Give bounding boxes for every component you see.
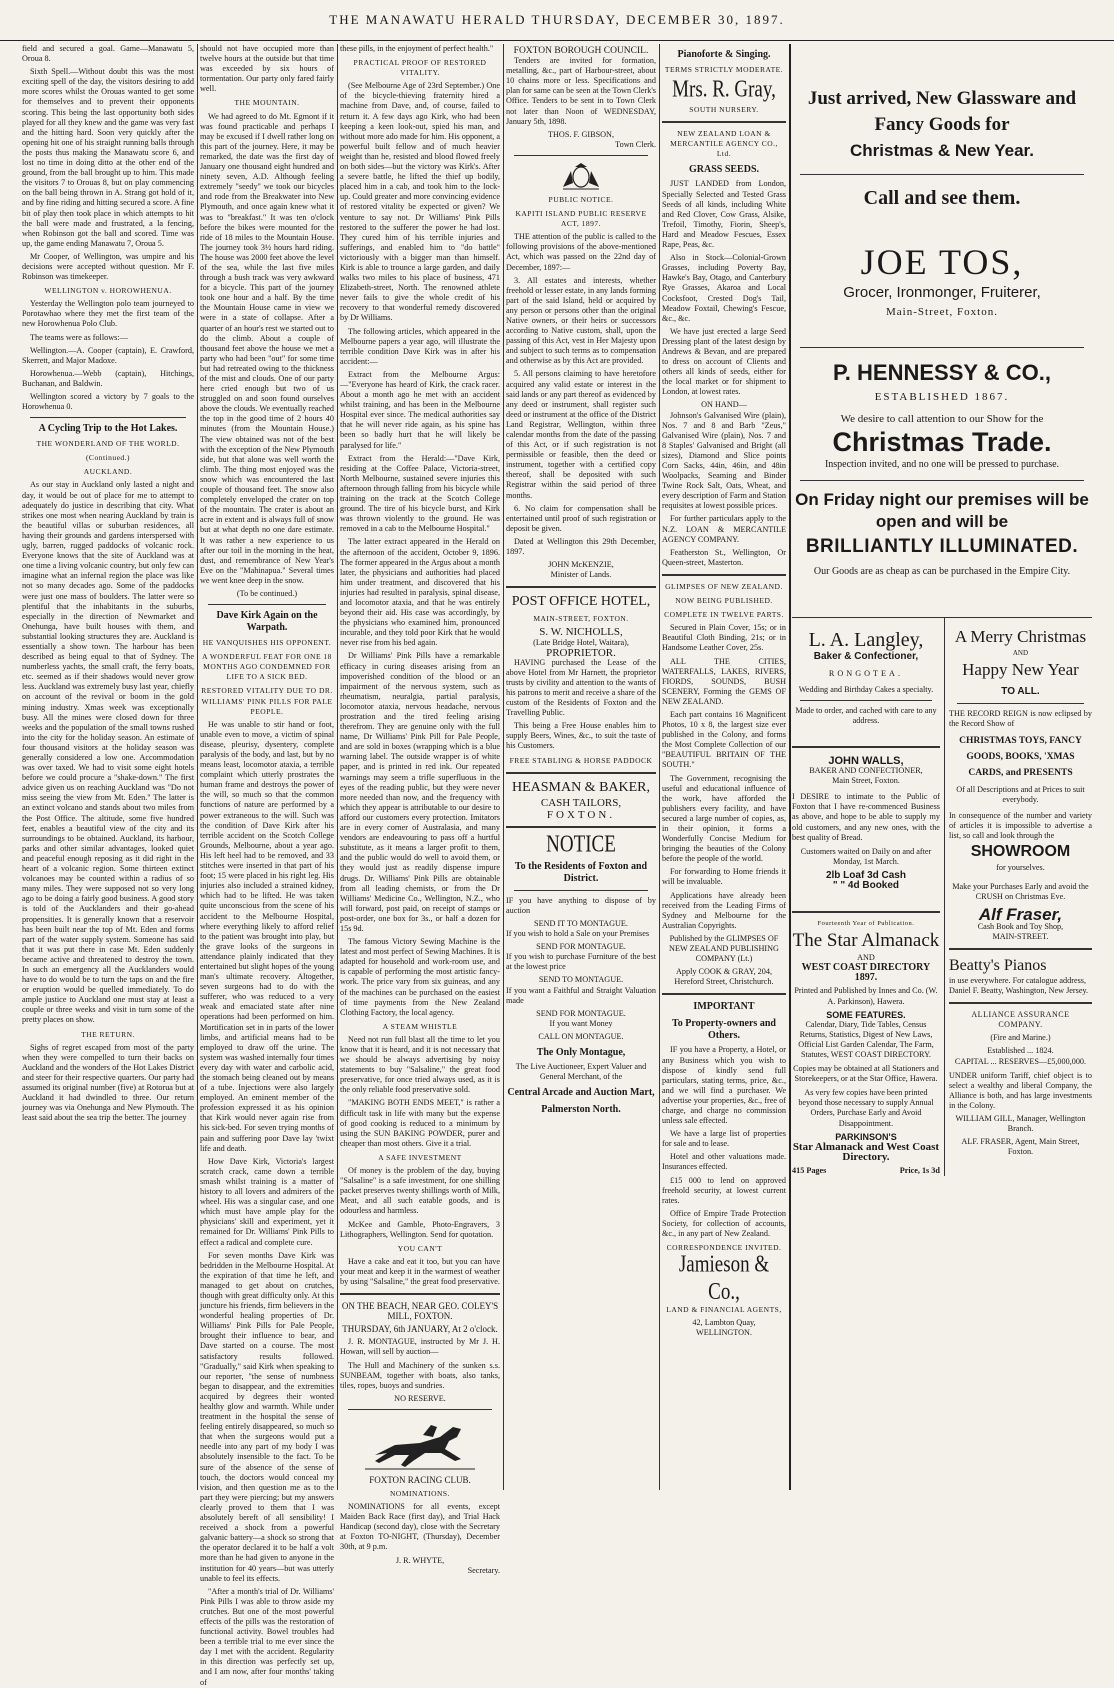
ad-subtitle: SOUTH NURSERY. [689,105,759,115]
ad-text: Office of Empire Trade Protection Society, for collection of accounts, &c., in any part of New Zealand. [662,1208,786,1238]
ad-name: P. HENNESSY & CO., [832,360,1052,386]
ad-headline: SHOWROOM [970,843,1071,861]
section-heading: RESTORED VITALITY DUE TO DR. WILLIAMS' PINK PILLS FOR PALE PEOPLE. [201,686,333,716]
divider [662,993,786,995]
divider [800,174,1084,175]
column-5 [662,44,786,1490]
hotel-name: POST OFFICE HOTEL, [511,594,651,610]
ad-text: Tenders are invited for formation, metalling, &c., part of Harbour-street, about 10 chains more or less. Specifications and plan for same can be seen at the Town Clerk's Office. Tenders to be sent in to Town Clerk not later than Noon of WEDNESDAY, January 5th, 1898. [506,56,656,126]
ad-text: If you want Money [549,1018,613,1028]
ad-subtitle: WEST COAST DIRECTORY 1897. [801,962,931,984]
article-text: Extract from the Herald:—"Dave Kirk, residing at the Coffee Palace, Victoria-street, North Melbourne, sustained severe injuries this afternoon through falling from his bicycle while training on the track at the Scotch College ground. The tire of his bicycle burst, and Kirk was thrown violently to the ground. He was removed in a cab to the Melbourne Hospital." [340,453,500,534]
ad-text: If you wish to purchase Furniture of the best at the lowest price [506,952,656,972]
ad-subtitle: TO ALL. [1001,685,1040,697]
article-text: For seven months Dave Kirk was bedridden in the Melbourne Hospital. At the expiration of that time he left, and managed to get about on crutches, though with great difficulty only. At this juncture his friends, firm believers in the wonderful healing properties of Dr. Williams' Pink Pills for Pale People, brought their influence to bear, and Dave started on a course. The most satisfactory results followed. "Gradually," said Kirk when speaking to our reporter, "the sense of numbness began to disappear, and the extremities acquired by degrees their wonted healthy glow and warmth. While under treatment in the hospital the sense of feeling entirely disappeared, so much so that when the surgeons would put a needle into any part of my body I was absolutely insensible to the fact. To be sure of the absence of the sense of touch, the doctors would conceal my vision, and then question me as to the part they were piercing; but my answers clearly proved to them that I was absolutely bereft of all sensibility! I received a shock from a powerful galvanic battery—a shock so strong that the operator declared it to be half a volt more than he had given to anyone in the institution for 40 years—but was utterly unable to feel its effects. [200,1250,334,1583]
ad-headline: Christmas & New Year. [850,141,1034,160]
right-ad-column [945,618,1092,1176]
hotel-note: (Late Bridge Hotel, Waitara), [533,637,629,647]
article-text: field and secured a goal. Game—Manawatu 5, Oroua 8. [22,44,194,64]
notice-heading: NOTICE [546,831,616,858]
column-rule [337,44,338,1490]
ad-subtitle: (Fire and Marine.) [990,1033,1051,1043]
article-text: Of money is the problem of the day, buying "Salsaline" is a safe investment, for one shilling packet preserves twenty shillings worth of Milk, Meat, and all such eatable goods, and is odourless and harmless. [340,1166,500,1216]
divider [208,604,326,605]
ad-text: J. R. MONTAGUE, instructed by Mr J. H. Howan, will sell by auction— [340,1337,500,1357]
ad-subtitle: BAKER AND CONFECTIONER, [809,766,923,776]
ad-text: Published by the GLIMPSES OF NEW ZEALAND PUBLISHING COMPANY (Lt.) [669,933,779,964]
column-rule [197,44,198,1490]
ad-text: We have just erected a large Seed Dressing plant of the latest design by Andrews & Bevan, and are prepared to dress on account of Clients and others all kinds of seeds, either for the local market or for shipment to London, at lowest rates. [662,326,786,397]
ad-text: Customers waited on Daily on and after Monday, 1st March. [800,846,932,866]
article-text: As our stay in Auckland only lasted a night and day, it would be out of place for me to attempt to adequately do justice in describing that city. What strikes one most when nearing Auckland by train is the beautiful villas or suburban residences, all having their grounds and gardens interspersed with ugly, barren, rugged paddocks of volcanic rock. Everyone knows that the site of Auckland was at one time a living volcanic country, but only few can imagine what an infernal region the place was like not so many decades ago. Some of the paddocks were just one mass of boulders. The latter were so plentiful that the inhabitants in the suburbs, especially in the direction of Newmarket and Onehunga, have built houses with them, and substantial looking structures they are. Auckland is essentially a show town. The harbour has been described as being equal to that of Sydney. The numberless yachts, the small craft, the ferry boats, etc. seemed as if their shadows would never grow less. Auckland was extremely busy last year, chiefly on account of the revival or boom in the gold mining industry. Xmas week was exceptionally busy. All the mines were closed down for three weeks and the population of the small towns rushed into the city for the holiday season. An estimate of four thousand visitors at the holiday season was generally considered a low one. Accommodation was over taxed. We had to visit some eight hotels before we could procure a "shake-down." The first advice given us on reaching Auckland was "Do not miss seeing the view from Mt. Eden." The latter is an extinct volcano and stands about two miles from the Post Office. The altitude, some five hundred feet, enables a beautiful view of the city and its surroundings to be obtained. Auckland, its harbour, parks and other similar advantages, looked quiet and peaceful enough reposing as it did right in the heart of a volcanic region. Some thirteen extinct volcanoes may be counted within a radius of so many miles. They were supposed not so very long ago to be doing a fairly good business. A good story is told of the Aucklanders and their go-ahead propensities. It is generally known that a reservoir has been built near the top of Mt. Eden and forms part of the water supply system. Someone has said that it was put there in case Mt. Eden suddenly became active and threatened to destroy the town. In such an emergency all the Aucklanders would have to do would be to turn the taps on and the fire or eruption would be quelled immediately. To do ample justice to Auckland one must stay at least a couple or three weeks and visit in turn some of the pretty places on show. [22,480,194,1025]
divider [800,700,932,701]
ad-text: Make your Purchases Early and avoid the CRUSH on Christmas Eve. [952,881,1089,901]
ad-location: RONGOTEA. [828,668,903,678]
section-heading: A STEAM WHISTLE [382,1021,458,1031]
notice-heading: PUBLIC NOTICE. [548,194,614,204]
notice-text: 5. All persons claiming to have heretofore acquired any valid estate or interest in the said lands or any part thereof as evidenced by any deed or instrument, shall register such deed or instrument at the office of the District Land Registrar, Wellington, within three calendar months from the date of the passing of this Act, or if such registration is not permissible or feasible, then the deed or instrument, together with a certified copy thereof, shall be deposited with such Registrar within the said period of three months. [506,369,656,500]
ad-text: Featherston St., Wellington, Or Queen-street, Masterton. [662,547,786,567]
ad-text: ALL THE CITIES, WATERFALLS, LAKES, RIVERS, FIORDS, SOUNDS, BUSH SCENERY, Forming the GEMS OF NEW ZEALAND. [662,656,786,706]
ad-subtitle: FREE STABLING & HORSE PADDOCK [509,755,653,765]
ad-text: Apply COOK & GRAY, 204, Hereford Street, Christchurch. [674,967,774,987]
ad-text: The Government, recognising the useful and educational influence of the work, have afforded the publishers every facility, and have secured a large number of copies, as, in their opinion, it forms a Wonderfully Concise Medium for bringing the beauties of the Colony before the people of the world. [662,773,786,864]
ad-headline: BRILLIANTLY ILLUMINATED. [805,536,1079,558]
ad-title: Palmerston North. [541,1104,621,1116]
ad-subtitle: Cash Book and Toy Shop, [977,921,1064,931]
ad-text: Established ... 1824. [987,1046,1054,1056]
column-rule [789,44,791,1490]
royal-crest-icon [559,161,603,191]
ad-text: IF you have a Property, a Hotel, or any Business which you wish to dispose of kindly send full particulars, stating terms, price, &c., and we will find a purchaser. We advertise your properties, &c., free of charge, and charge no commission unless sale effected. [662,1045,786,1126]
article-text: (See Melbourne Age of 23rd September.) One of the bicycle-thieving fraternity hired a machine from Dave, and, of course, failed to return it. A few days ago Kirk, who had been keeping a keen look-out, spied his man, and without more ado made for him. His opponent, a powerful built fellow and of much heavier weight than he, resisted and blood flowed freely on both sides—but the victory was Kirk's. After a severe battle, he lifted the thief up bodily, placed him in a cab, and took him to the lock-up. Could greater and more convincing evidence of restored vitality be expected or given? We venture to say not. Dr Williams' Pink Pills restored to the sufferer the power he had lost. They cured him of his terrible injuries and sufferings, and enabled him to "do battle" victoriously with a bigger man than himself. Kirk is able to trounce a large garden, and daily walks two miles to his place of business, 471 Elizabeth-street, North. The renowned athlete never fails to give the whole credit of his recovery to that wonderful remedy discovered by Dr Williams. [340,81,500,323]
section-heading: PRACTICAL PROOF OF RESTORED VITALITY. [353,58,487,78]
column-1 [22,44,194,1490]
ad-note: AND [1012,649,1029,658]
ad-text: We have a large list of properties for sale and to lease. [662,1129,786,1149]
ad-name: Jamieson & Co., [678,1251,770,1306]
ad-text: HAVING purchased the Lease of the above Hotel from Mr Harnett, the proprietor trusts by civility and attention to the wants of his patrons to merit and receive a share of the custom of the Residents of Foxton and the Travelling Public. [506,657,656,718]
article-text: Dr Williams' Pink Pills have a remarkable efficacy in curing diseases arising from an impoverished condition of the blood or an impairment of the nervous system, such as rheumatism, neuralgia, partial paralysis, locomotor ataxia, nervous headache, nervous prostration and the tired feeling arising therefrom. They are genuine only with the full name, Dr Williams' Pink Pill for Pale People, and are sold in boxes (wrapping which is a blue warning label. The outside wrapper is of white paper, and is printed in red ink. Our repeated warnings may seem a trifle superfluous in the eyes of the reading public, but they were never more needed than now, and the frequency with which they appear is attributable to our desire to afford our customers every protection. Imitators are in every corner of Australasia, and many vendors are endeavouring to pass off a hurtful substitute, as it means a larger profit to them, and the public would do well to avoid them, or they would just as readily dispense impure drugs. Dr. Williams' Pink Pills are obtainable from all leading chemists, or from the Dr Williams' Medicine Co., Wellington, N.Z., who will forward, post paid, on receipt of stamps or post-order, one box for 3s., or half a dozen for 15s 9d. [340,651,500,933]
divider [949,1002,1092,1004]
ad-text: for yourselves. [996,863,1045,873]
divider [506,772,656,774]
ad-title: ON THE BEACH, NEAR GEO. COLEY'S MILL, FOXTON. [341,1301,499,1322]
section-heading: WELLINGTON v. HOROWHENUA. [44,286,172,296]
ad-text: If you want a Faithful and Straight Valuation made [506,985,656,1005]
ad-title: IMPORTANT [693,1001,755,1013]
ad-name: JOE TOS, [860,242,1024,282]
ad-text: If you wish to hold a Sale on your Premises [506,929,650,939]
tailor-subtitle: CASH TAILORS, [540,796,622,809]
ad-text: Inspection invited, and no one will be pressed to purchase. [824,459,1060,471]
article-text: Need not run full blast all the time to let you know that it is heard, and it is not necessary that we should be always advertising by noisy statements to buy "Salsaline," the great food preservative, for once tried always used, as it is the only reliable food preservative sold. [340,1034,500,1095]
left-ad-column [792,618,945,1176]
ad-subtitle: LAND & FINANCIAL AGENTS, [666,1305,782,1315]
article-text: these pills, in the enjoyment of perfect health." [340,44,494,53]
ad-text: Johnson's Galvanised Wire (plain), Nos. 7 and 8 and Barb "Zeus," Galvanised Wire (plain), Nos. 7 and 8 Staples' Galvanised and Bright (all sizes), Diamond and Slice points Corn Sacks, 44in, 46in, and 48in Woolpacks, Seaming and Binder Twine Rock Salt, Oats, Wheat, and every description of Farm and Station requisites at lowest possible prices. [662,410,786,511]
section-heading: THE WONDERLAND OF THE WORLD. [36,439,180,449]
ad-text: For forwarding to Home friends it will be invaluable. [662,867,786,887]
ad-headline: Call and see them. [863,187,1021,209]
ad-address: 42, Lambton Quay, [692,1318,756,1328]
ad-role: Town Clerk. [615,139,656,149]
ad-address: Main Street, Foxton. [832,776,900,786]
divider [662,574,786,576]
column-3 [340,44,500,1575]
ad-text: Of all Descriptions and at Prices to suit everybody. [956,784,1085,804]
ad-text: Also in Stock—Colonial-Grown Grasses, including Poverty Bay, Hawke's Bay, Otago, and Canterbury Rye Grasses, Akaroa and Local Cocksfoot, Crested Dog's Tail, Meadow Foxtail, Chewing's Fescue, &c., &c. [662,253,786,323]
divider [30,417,186,418]
ad-subtitle: Star Almanack and West Coast Directory. [792,1140,940,1163]
ad-name: Alf Fraser, [978,904,1063,924]
article-text: He was unable to stir hand or foot, unable even to move, a victim of spinal disease, pleurisy, dysentery, complete paralysis of the body, and last, but by no means least, locomotor ataxia, a terrible complaint which utterly prostrates the human frame and destroys the power of the will, so much so that the common functions of nature are performed by a power extraneous to the will. Such was the condition of Dave Kirk after his terrible accident on the Scotch College Grounds, Melbourne, about a year ago. His left heel had to be removed, and 33 stitches were inserted in that part of his foot; 15 were placed in his right leg. His injuries also included a strained kidney, which had to be lifted. He was taken quite unconscious from the scene of his accident to the Melbourne Hospital, where everything likely to afford relief to the patient was brought into play, but the grave looks of the surgeons in attendance plainly indicated that they entertained but slight hopes of the young man's ultimate recovery. Altogether, seven surgeons had to do with the sufferer, who was reduced to a very weak and emaciated state after nine operations had been performed on him. Mortification set in in parts of the lower limbs, and artificial means had to be employed to draw off the urine. The system was washed internally four times every day with water and carbolic acid, the stomach being cleaned out by means of a tube. Injections were also largely employed. An eminent member of the profession expressed it as his opinion that Kirk would never again rise from his sick-bed. For seven trying months of pain and suffering poor Dave lay 'twixt life and death. [200,719,334,1153]
section-heading: A WONDERFUL FEAT FOR ONE 18 MONTHS AGO CONDEMNED FOR LIFE TO A SICK BED. [202,652,332,682]
article-text: Yesterday the Wellington polo team journeyed to Porotawhao where they met the first team of the new Horowhenua Polo Club. [22,299,194,329]
article-text: The latter extract appeared in the Herald on the afternoon of the accident, October 9, 1896. The former appeared in the Argus about a month later, the physicians and authorities had placed him under treatment, and discovered that his injuries had resulted in paralysis, spinal disease, and locomotor ataxia, and that he was entirely beyond their aid. His case was accordingly, by the physicians who examined him, pronounced incurable, and they told poor Kirk that he would never rise from his bed again. [340,537,500,648]
article-text: The teams were as follows:— [30,332,128,342]
article-text: Wellington.—A. Cooper (captain), E. Crawford, Skerrett, and Major Madoxe. [22,345,194,365]
ad-callout: SEND FOR MONTAGUE. [536,942,626,952]
article-text: should not have occupied more than twelve hours at the outside but that time was exceeded by six hours of tormentation. Our party only fared fairly well. [200,44,334,94]
ad-note: NO RESERVE. [394,1393,446,1403]
divider [957,703,1084,704]
ad-headline: Just arrived, New Glassware and Fancy Goods for [807,88,1077,135]
hotel-proprietor: S. W. NICHOLLS, [539,626,623,639]
ad-subtitle: GRASS SEEDS. [688,164,760,176]
ad-subtitle: Baker & Confectioner, [813,651,919,663]
article-text: "MAKING BOTH ENDS MEET," is rather a difficult task in life with many but the expense of good cooking is reduced to a minimum by using the SUN BAKING POWDER, purer and cheaper than most others. Give it a trial. [340,1098,500,1148]
ad-text: For further particulars apply to the N.Z. LOAN & MERCANTILE AGENCY COMPANY. [662,514,786,544]
article-headline: Dave Kirk Again on the Warpath. [216,610,318,634]
section-heading: HE VANQUISHES HIS OPPONENT. [202,638,332,648]
ad-address: WELLINGTON. [695,1328,752,1338]
divider [662,121,786,123]
ad-text: Copies may be obtained at all Stationers and Storekeepers, or at the Star Office, Hawera. [793,1064,939,1084]
article-text: McKee and Gamble, Photo-Engravers, 3 Lithographers, Wellington. Send for quotation. [340,1219,500,1239]
ad-text: We desire to call attention to our Show for the [840,413,1044,426]
ad-text: Each part contains 16 Magnificent Photos, 10 x 8, the largest size ever published in the Colony, and forms the Most Complete Collection of our "BEAUTIFUL BRITAIN OF THE SOUTH." [662,709,786,770]
article-headline: A Cycling Trip to the Hot Lakes. [38,423,178,435]
divider [792,746,940,748]
section-heading: THE MOUNTAIN. [234,98,300,108]
ad-callout: SEND IT TO MONTAGUE. [534,919,628,928]
column-rule [503,44,504,1490]
ad-subtitle: ESTABLISHED 1867. [874,391,1010,404]
ad-note: AND [857,953,875,963]
notice-text: 6. No claim for compensation shall be entertained until proof of such registration or deposit be given. [506,503,656,533]
notice-role: Minister of Lands. [550,570,612,580]
ad-text: £15 000 to lend on approved freehold security, at lowest current rates. [662,1175,786,1205]
article-text: The famous Victory Sewing Machine is the latest and most perfect of Sewing Machines. It is adapted for household and work-room use, and is capable of performing the most artistic fancy-work. The price vary from six guineas, and any of the machines can be purchased on the easiest of time payments from the New Zealand Clothing Factory, the local agency. [340,937,500,1017]
ad-address: MAIN-STREET. [992,931,1049,941]
ad-subtitle: CORRESPONDENCE INVITED. [666,1243,782,1253]
ad-text: JUST LANDED from London, Specially Selected and Tested Grass Seeds of all kinds, including White and Red Clover, Cow Grass, Alsike, Trefoil, Timothy, Fiorin, Sheep's, Hard and Meadow Fescues, Essex Rape, Peas, &c. [662,179,786,250]
ad-text: Our Goods are as cheap as can be purchased in the Empire City. [813,566,1071,578]
ad-text: in use everywhere. For catalogue address, Daniel F. Beatty, Washington, New Jersey. [948,975,1089,996]
section-heading: AUCKLAND. [83,467,133,477]
continued-note: (To be continued.) [236,588,298,598]
ad-note: Fourteenth Year of Publication. [817,920,915,928]
divider [514,890,648,891]
section-heading: (Continued.) [85,453,131,463]
article-text: Extract from the Melbourne Argus:—"Everyone has heard of Kirk, the crack racer. About a month ago he met with an accident whilst training, and has been in the Melbourne Hospital ever since. The medical authorities say that he will never ride again, as his spine has been so badly hurt that he will likely be paralysed for life." [340,369,500,450]
article-text: We had agreed to do Mt. Egmont if it was found practicable and perhaps I may be excused if I dwell rather long on this part of the journey. Here, it may be remarked, the date was the first day of January one thousand eight hundred and ninety seven, A.D. Although feeling extremely "seedy" we took our bicycles and rode from the Breakwater into New Plymouth, and once again knew what it was to "breakfast." It was ten o'clock before the bikes were mounted for the ride of 18 miles to the Mountain House. The journey took 3½ hours hard riding. The house was 2000 feet above the level of the sea, while the last five miles through a bush track was very awkward for a bicycle. This part of the journey took one hour and a half. By the time the Mountain House came in view we were in a state of collapse. After a quarter of an hour's rest we started out to do the climb. About a couple of thousand feet above the house we met a party who had been "out" for some time but had retreated owing to the thickness of the mist and clouds. One of our party here cried enough but two of us struggled on and soon found ourselves above the clouds. We eventually reached the top in the good time of 2 hours 40 minutes (from the Mountain House.) The view obtained was not of the best with the exception of the New Plymouth side, but that alone was well worth the climb. The thing most enjoyed was the snow which was encountered the last couple of thousand feet. The snow also completely enveloped the crater on top of the mountain. The crater is about an acre in extent and is always full of snow but at what depth no one dare estimate. It was rather a new experience to us after our toil in the morning in the heat, dust, and remembrance of New Year's Eve on the "Mahinapua." Several times we went knee deep in the snow. [200,111,334,585]
ad-headline: Christmas Trade. [832,427,1052,458]
hotel-address: MAIN-STREET, FOXTON. [533,614,629,624]
divider [800,480,1084,481]
notice-act: KAPITI ISLAND PUBLIC RESERVE ACT, 1897. [515,209,647,229]
ad-signature: WILLIAM GILL, Manager, Wellington Branch. [955,1114,1086,1134]
ad-name: L. A. Langley, [808,629,924,652]
ad-subtitle: TERMS STRICTLY MODERATE. [664,65,784,74]
article-text: Have a cake and eat it too, but you can have your meat and keep it in the warmest of weather by using "Salsaline," the great food preservative. [340,1256,500,1286]
ad-name: Mrs. R. Gray, [672,76,776,103]
ad-signature: ALF. FRASER, Agent, Main Street, Foxton. [961,1137,1080,1157]
section-heading: A SAFE INVESTMENT [378,1152,462,1162]
ad-name: JOHN WALLS, [828,754,904,767]
article-text: Wellington scored a victory by 7 goals to the Horowhenua 0. [22,392,194,412]
ad-date: THURSDAY, 6th JANUARY, At 2 o'clock. [342,1324,498,1335]
ad-subtitle: SOME FEATURES. [826,1009,906,1020]
tailor-location: FOXTON. [546,808,616,821]
ad-signature: J. R. WHYTE, [395,1555,445,1565]
ad-signature: THOS. F. GIBSON, [548,129,614,139]
column-6 [792,44,1092,1490]
ad-subtitle: ON HAND— [701,400,747,410]
ad-pages: 415 Pages [792,1165,827,1175]
divider [506,586,656,588]
tailor-name: HEASMAN & BAKER, [511,779,651,795]
ad-text: Calendar, Diary, Tide Tables, Census Returns, Statistics, Digest of New Laws, Official List Garden Calendar, The Farm, Statutes, WEST COAST DIRECTORY. [798,1019,934,1059]
ad-address: Main-Street, Foxton. [886,306,998,318]
ad-title: The Only Montague, [536,1047,626,1059]
notice-signature: JOHN McKENZIE, [548,560,614,570]
ad-subtitle: To Property-owners and Others. [672,1018,776,1042]
ad-name: The Star Almanack [792,930,940,952]
ad-title: Pianoforte & Singing. [677,49,771,60]
masthead: THE MANAWATU HERALD THURSDAY, DECEMBER 30, 1897. [0,0,1114,41]
ad-text: The Hull and Machinery of the sunken s.s. SUNBEAM, together with boats, also tanks, tiles, ropes, buoys and sundries. [340,1360,500,1390]
ad-headline: Happy New Year [962,659,1079,679]
divider [348,1409,492,1410]
notice-text: THE attention of the public is called to the following provisions of the above-mentioned Act, which was passed on the 22nd day of December, 1897:— [506,232,656,272]
ad-text: Wedding and Birthday Cakes a specialty. [798,684,934,694]
ad-text: In consequence of the number and variety of articles it is impossible to advertise a list, so call and look through the [948,811,1092,841]
ad-subtitle: Grocer, Ironmonger, Fruiterer, [843,284,1041,301]
ad-text: I DESIRE to intimate to the Public of Foxton that I have re-commenced Business as above, and hope to be able to supply my old customers, and any new ones, with the best quality of Bread. [792,792,940,842]
article-text: Horowhenua.—Webb (captain), Hitchings, Buchanan, and Baldwin. [22,368,194,388]
article-text: Sixth Spell.—Without doubt this was the most exciting spell of the day, the visitors desiring to add more scores whilst the Orouas wanted to get some for themselves and to prevent their opponents scoring. This being the last opportunity both sides played for all they knew and the game was very fast and the hitting hard. Soon very quickly after the opening hit one of his straight running balls through the posts thus making the Manawatu score 6, and lost no time in doing ditto at the other end of the ground, from the ball brought up to him. This made the visitors 7 to Orouas 8, but on play commencing on the ball being thrown in A. Strang got hold of it, and by fine riding and hitting secured a score. A fine bit of play then took place in which attempts to hit the ball were made and frustrated, a la fencing, when Robinson got the ball and scored. Time was up, the game ending Manawatu 7, Oroua 5. [22,67,194,248]
notice-subheading: To the Residents of Foxton and District. [514,860,648,884]
section-heading: YOU CAN'T [397,1243,443,1253]
ad-price: " " 4d Booked [832,879,900,891]
ad-text: This being a Free House enables him to supply Beers, Wines, &c., to suit the taste of his Customers. [506,721,656,751]
ad-headline: A Merry Christmas [954,627,1087,647]
divider [340,1293,500,1295]
ad-price: Price, 1s 3d [899,1165,940,1175]
ad-text: THE RECORD REIGN is now eclipsed by the Record Show of [948,708,1092,728]
ad-text: CAPITAL ... RESERVES—£5,000,000. [954,1056,1087,1066]
column-2 [200,44,334,1687]
ad-text: Made to order, and cached with care to any address. [795,705,937,725]
ad-subtitle: NOW BEING PUBLISHED. [675,596,773,606]
divider [514,155,648,156]
ad-text: UNDER uniform Tariff, chief object is to select a wealthy and liberal Company, the Alliance is both, and has large investments in the Colony. [948,1070,1092,1110]
divider [506,826,656,828]
divider [792,911,940,913]
ad-text: As very few copies have been printed beyond those necessary to supply Annual Orders, Purchase Early and Avoid Disappointment. [798,1088,934,1128]
ad-text: Printed and Published by Innes and Co. (W. A. Parkinson), Hawera. [794,986,938,1006]
ad-title: GLIMPSES OF NEW ZEALAND. [665,581,783,591]
ad-title: FOXTON RACING CLUB. [369,1474,471,1485]
hotel-title: PROPRIETOR. [546,646,616,659]
ad-role: Secretary. [467,1565,500,1575]
ad-headline: CHRISTMAS TOYS, FANCY GOODS, BOOKS, 'XMAS CARDS, and PRESENTS [959,735,1082,778]
column-rule [659,44,660,1490]
article-text: Mr Cooper, of Wellington, was umpire and his decisions were accepted without question. Mr F. Robinson was timekeeper. [22,251,194,282]
article-text: Sighs of regret escaped from most of the party when they were compelled to turn their backs on Auckland and the wonders of the Hot Lakes District and steer for their respective quarters. Our party had assumed its original number (five) at Rotorua but at Auckland it had dwindled to three. Our return journey was via Onehunga and New Plymouth. The least said about the sea trip the better. The journey [22,1042,194,1123]
ad-headline: On Friday night our premises will be open and will be [795,490,1089,532]
ad-name: ALLIANCE ASSURANCE COMPANY. [971,1010,1070,1030]
ad-name: Beatty's Pianos [948,956,1047,974]
ad-price: 2lb Loaf 3d Cash [825,869,906,881]
ad-title: FOXTON BOROUGH COUNCIL. [513,46,649,56]
ad-title: NEW ZEALAND LOAN & MERCANTILE AGENCY CO., Ltd. [670,129,778,159]
ad-subtitle: NOMINATIONS. [390,1489,450,1498]
notice-text: 3. All estates and interests, whether freehold or lesser estate, in any lands forming part of the said Island, held or acquired by any person or persons other than the original Native owners, or their heirs or successors according to Native custom, shall, upon the passing of this Act, vest in Her Majesty upon and subject to such terms as to compensation and otherwise as by this Act are provided. [506,275,656,366]
column-4 [506,44,656,1490]
ad-callout: CALL ON MONTAGUE. [538,1031,624,1041]
article-text: The following articles, which appeared in the Melbourne papers a year ago, will illustrate the terrible condition Dave Kirk was in after his accident:— [340,326,500,366]
ad-callout: SEND TO MONTAGUE. [538,975,624,985]
notice-text: Dated at Wellington this 29th December, 1897. [506,536,656,557]
article-text: "After a month's trial of Dr. Williams' Pink Pills I was able to throw aside my crutches. But one of the most powerful effects of the pills was the restoration of functional activity. Bowel troubles had been a terrible trial to me ever since the day I met with the accident. Regularity in this direction was perfectly set up, and I am now, after four months' taking of [200,1586,334,1687]
ad-title: Central Arcade and Auction Mart, [507,1087,655,1099]
divider [949,948,1092,950]
divider [800,347,1084,348]
ad-text: NOMINATIONS for all events, except Maiden Back Race (first day), and Trial Hack Handicap (second day), close with the Secretary at Foxton TO-NIGHT, (Thursday), December 30th, at 9 p.m. [340,1502,500,1552]
ad-text: The Live Auctioneer, Expert Valuer and General Merchant, of the [515,1062,647,1082]
racehorse-icon [365,1415,475,1471]
article-text: How Dave Kirk, Victoria's largest scratch crack, came down a terrible smash whilst training is a matter of history to all lovers and admirers of the wheel. His was a singular case, and one which must have ample play for the physicians' skill and experiment, yet it remained for Dr. Williams' Pink Pills to effect a radical and complete cure. [200,1156,334,1247]
ad-text: Hotel and other valuations made. Insurances effected. [662,1152,786,1172]
ad-text: Applications have already been received from the Leading Firms of Sydney and Melbourne for the Australian Copyrights. [662,890,786,930]
ad-subtitle: PARKINSON'S [835,1131,897,1142]
ad-text: Secured in Plain Cover, 15s; or in Beautiful Cloth Binding, 21s; or in Handsome Leather Cover, 25s. [662,623,786,653]
ad-subtitle: COMPLETE IN TWELVE PARTS. [664,610,784,620]
section-heading: THE RETURN. [81,1029,135,1039]
ad-text: IF you have anything to dispose of by auction [506,895,656,915]
ad-callout: SEND FOR MONTAGUE. [536,1008,626,1018]
